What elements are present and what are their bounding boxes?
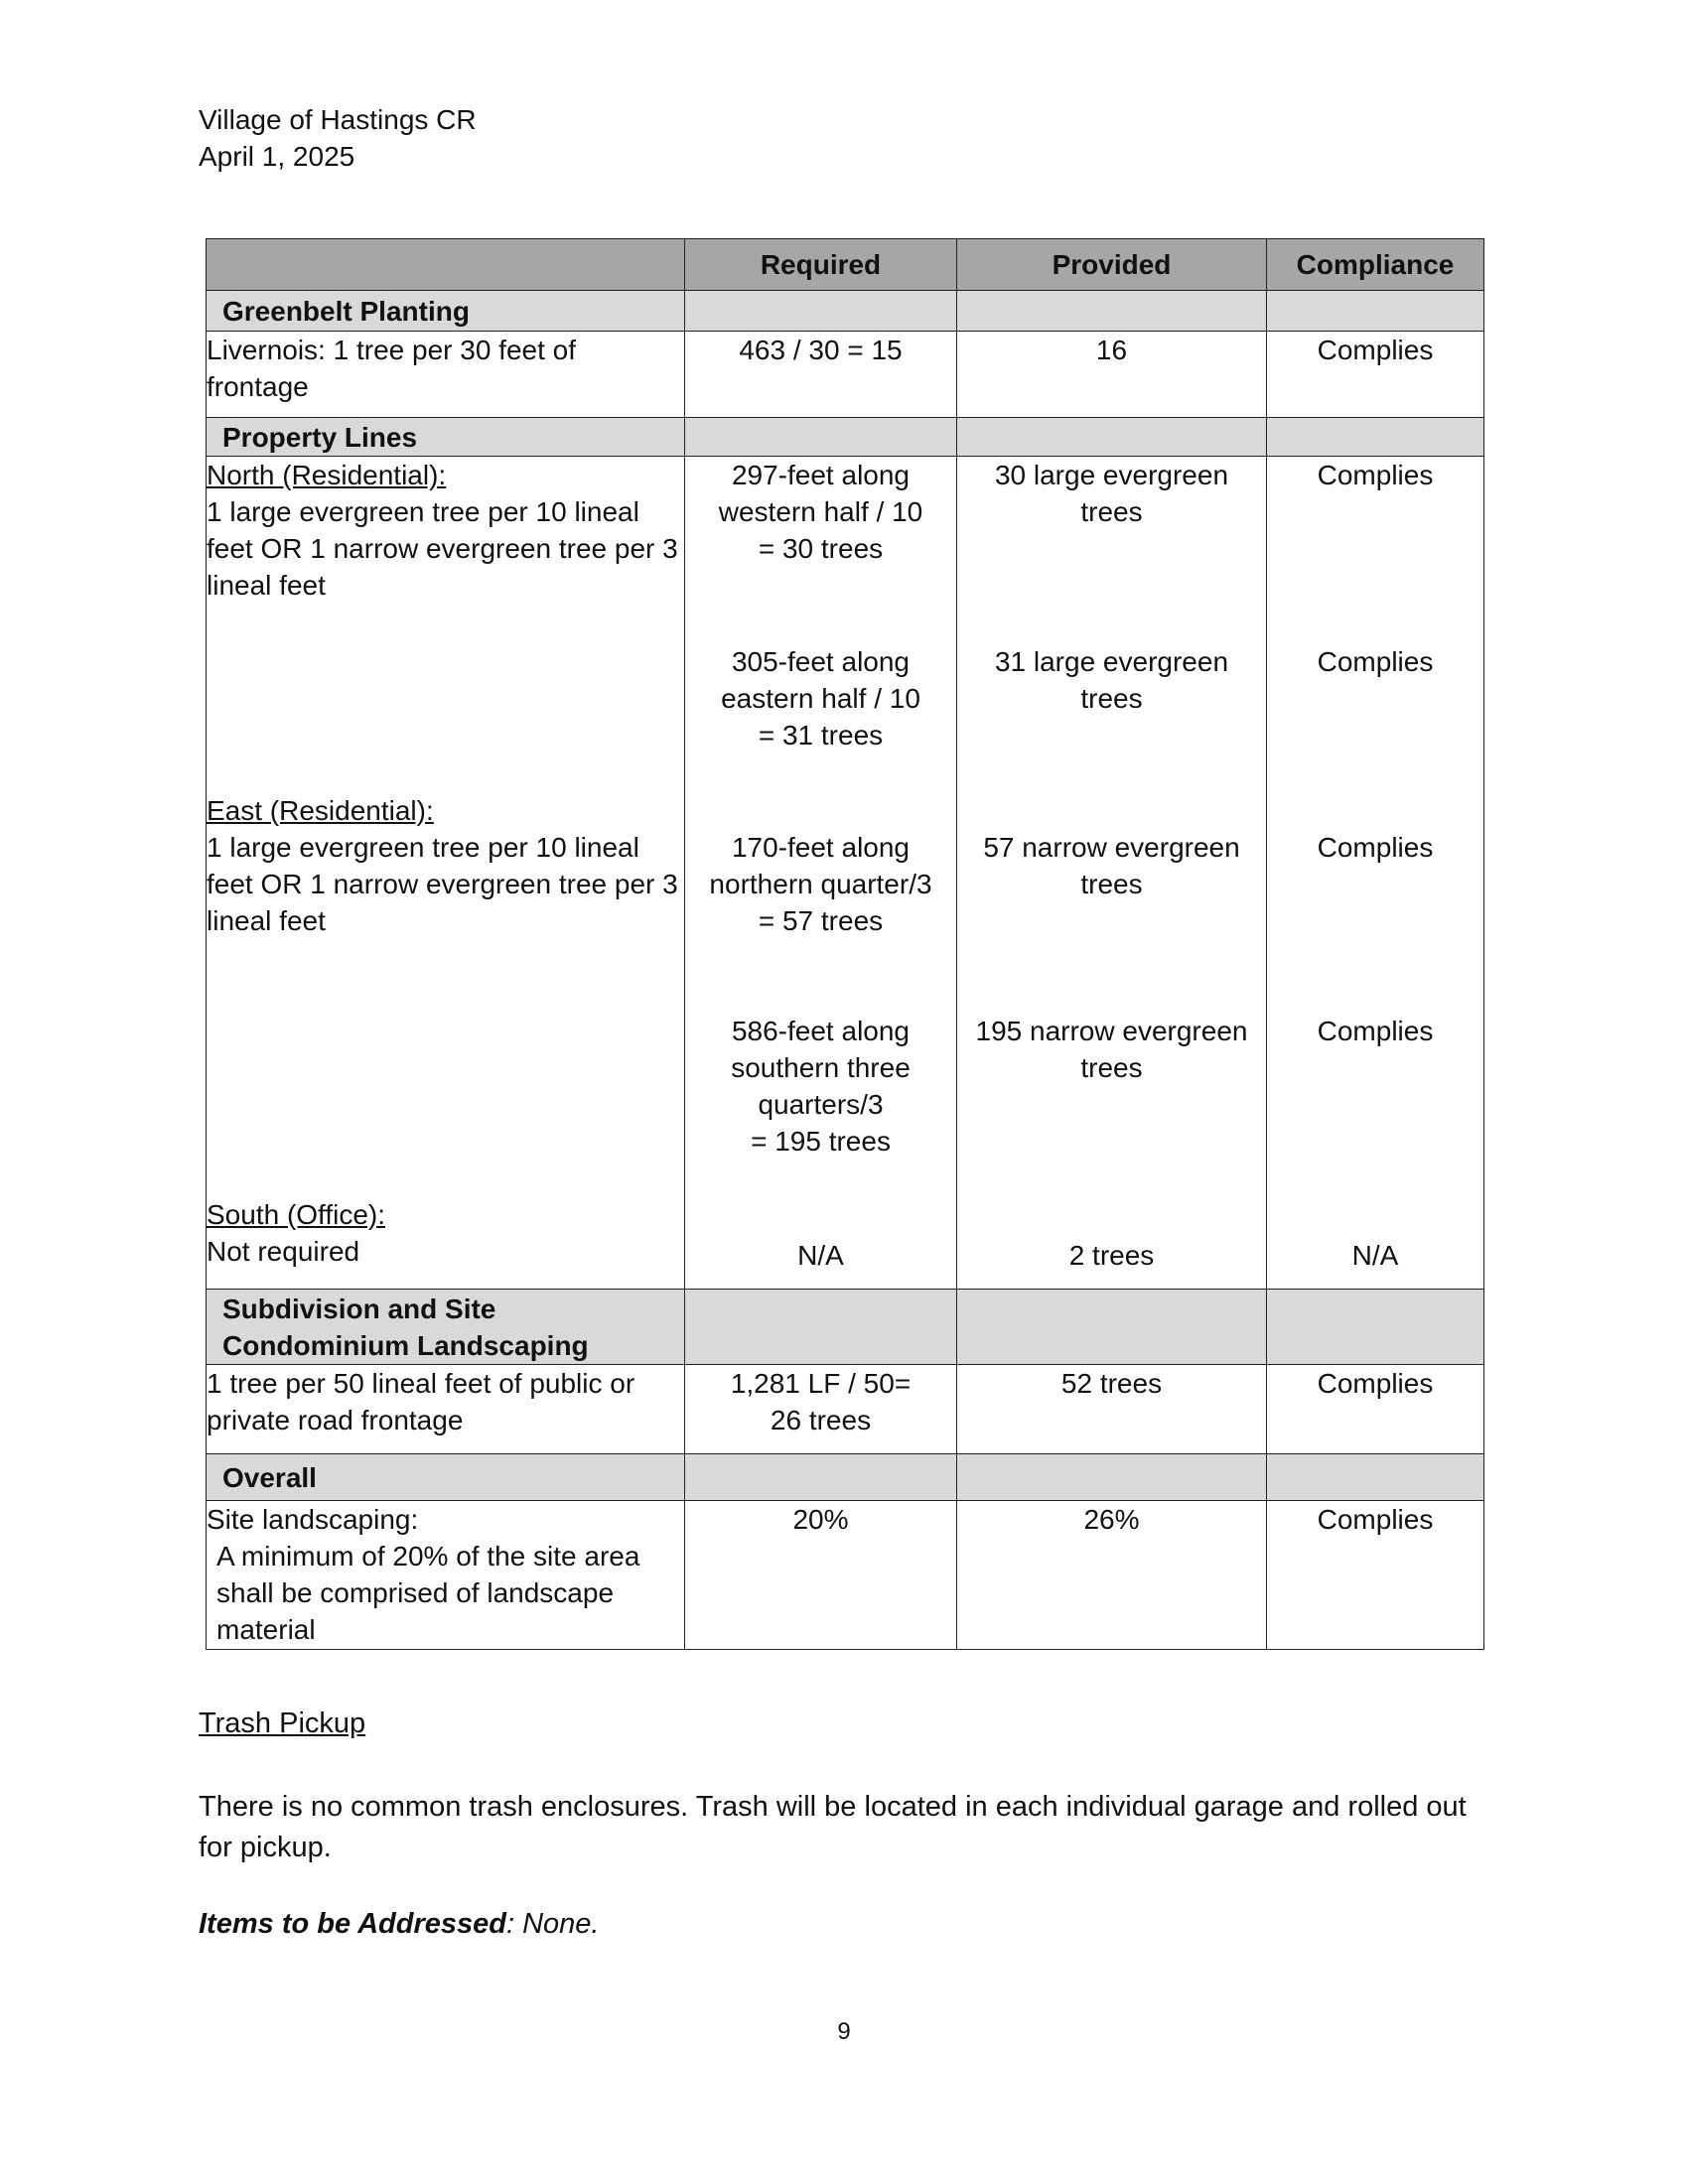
compliance-value: Complies [1267,792,1484,1013]
page-number: 9 [837,2018,851,2045]
landscape-table [206,238,1484,1650]
empty-cell [207,1013,685,1196]
provided-value: 52 trees [957,1365,1267,1454]
text-line: western half / 10 [718,496,923,527]
col-header-blank [207,239,685,291]
table-row [207,643,1484,792]
empty-cell [207,643,685,792]
col-header-provided: Provided [957,239,1267,291]
header-title: Village of Hastings CR [199,104,477,135]
table-row [207,1365,1484,1454]
text-line: 297-feet along [731,460,911,490]
table-row [207,1013,1484,1196]
provided-value: 2 trees [957,1196,1267,1290]
empty-cell [957,418,1267,457]
requirement-label [207,457,685,643]
required-value: N/A [685,1196,957,1290]
compliance-value: Complies [1267,332,1484,418]
text-line: southern three [731,1051,911,1083]
empty-cell [685,1454,957,1501]
empty-cell [1267,1454,1484,1501]
required-value: 20% [685,1501,957,1650]
text-line: = 30 trees [758,533,884,564]
text-line: 1,281 LF / 50= [730,1368,912,1399]
provided-value: 16 [957,332,1267,418]
items-value: : None. [505,1908,600,1940]
section-row-overall [207,1454,1484,1501]
text-line: A minimum of 20% of the site area shall be comprised of landscape material [216,1541,640,1645]
north-desc: 1 large evergreen tree per 10 lineal feet OR 1 narrow evergreen tree per 3 lineal feet [207,496,678,601]
empty-cell [685,1290,957,1365]
text-line: northern quarter/3 [709,868,932,899]
empty-cell [685,418,957,457]
text-line: trees [1080,496,1143,527]
provided-value [957,1013,1267,1196]
required-value [685,792,957,1013]
requirement-label: Livernois: 1 tree per 30 feet of frontage [207,332,685,418]
compliance-value: Complies [1267,1365,1484,1454]
empty-cell [1267,418,1484,457]
east-desc: 1 large evergreen tree per 10 lineal feet OR 1 narrow evergreen tree per 3 lineal feet [207,831,678,936]
text-line: 305-feet along [731,645,911,677]
text-line: = 195 trees [751,1125,891,1157]
text-line: Site landscaping: [207,1504,419,1535]
text-line: quarters/3 [758,1088,884,1120]
section-title: Subdivision and Site Condominium Landscaping [207,1290,685,1365]
north-title: North (Residential): [207,460,447,490]
section-title: Greenbelt Planting [207,291,685,332]
section-title: Overall [207,1454,685,1501]
empty-cell [1267,1290,1484,1365]
table-row [207,1501,1484,1650]
required-value [685,1013,957,1196]
items-to-address [199,1908,599,1941]
text-line: = 31 trees [758,719,884,751]
text-line: = 57 trees [758,904,884,936]
section-row-property-lines [207,418,1484,457]
empty-cell [685,291,957,332]
required-value [685,1365,957,1454]
trash-body: There is no common trash enclosures. Trash will be located in each individual garage and rolled out for pickup. [199,1791,1467,1863]
table-row [207,457,1484,643]
text-line: eastern half / 10 [721,682,920,714]
compliance-value: Complies [1267,457,1484,643]
text-line: trees [1080,868,1143,899]
table-row [207,792,1484,1013]
south-desc: Not required [207,1235,360,1267]
required-value [685,457,957,643]
section-title: Property Lines [207,418,685,457]
empty-cell [957,1290,1267,1365]
col-header-compliance: Compliance [1267,239,1484,291]
empty-cell [1267,291,1484,332]
header-date: April 1, 2025 [199,141,355,172]
text-line: trees [1080,682,1143,714]
trash-heading: Trash Pickup [199,1707,366,1739]
section-row-subdivision [207,1290,1484,1365]
table-header-row [207,239,1484,291]
compliance-value: N/A [1267,1196,1484,1290]
text-line: 57 narrow evergreen [983,831,1240,863]
text-line: 26 trees [770,1405,872,1435]
compliance-value: Complies [1267,643,1484,792]
requirement-label [207,1196,685,1290]
compliance-value: Complies [1267,1013,1484,1196]
text-line: 195 narrow evergreen [975,1015,1248,1046]
provided-value: 26% [957,1501,1267,1650]
col-header-required: Required [685,239,957,291]
table-row [207,1196,1484,1290]
document-header [199,101,477,175]
provided-value [957,792,1267,1013]
empty-cell [957,1454,1267,1501]
table-row [207,332,1484,418]
text-line: 586-feet along [731,1015,911,1046]
items-label: Items to be Addressed [199,1908,506,1940]
text-line: 30 large evergreen [994,460,1229,490]
requirement-label [207,1501,685,1650]
requirement-label: 1 tree per 50 lineal feet of public or private road frontage [207,1365,685,1454]
compliance-value: Complies [1267,1501,1484,1650]
provided-value [957,643,1267,792]
text-line: 31 large evergreen [994,645,1229,677]
required-value [685,643,957,792]
provided-value [957,457,1267,643]
text-line: trees [1080,1051,1143,1083]
south-title: South (Office): [207,1198,386,1230]
text-line: 170-feet along [731,831,911,863]
requirement-label [207,792,685,1013]
east-title: East (Residential): [207,794,434,826]
empty-cell [957,291,1267,332]
section-row-greenbelt [207,291,1484,332]
required-value: 463 / 30 = 15 [685,332,957,418]
